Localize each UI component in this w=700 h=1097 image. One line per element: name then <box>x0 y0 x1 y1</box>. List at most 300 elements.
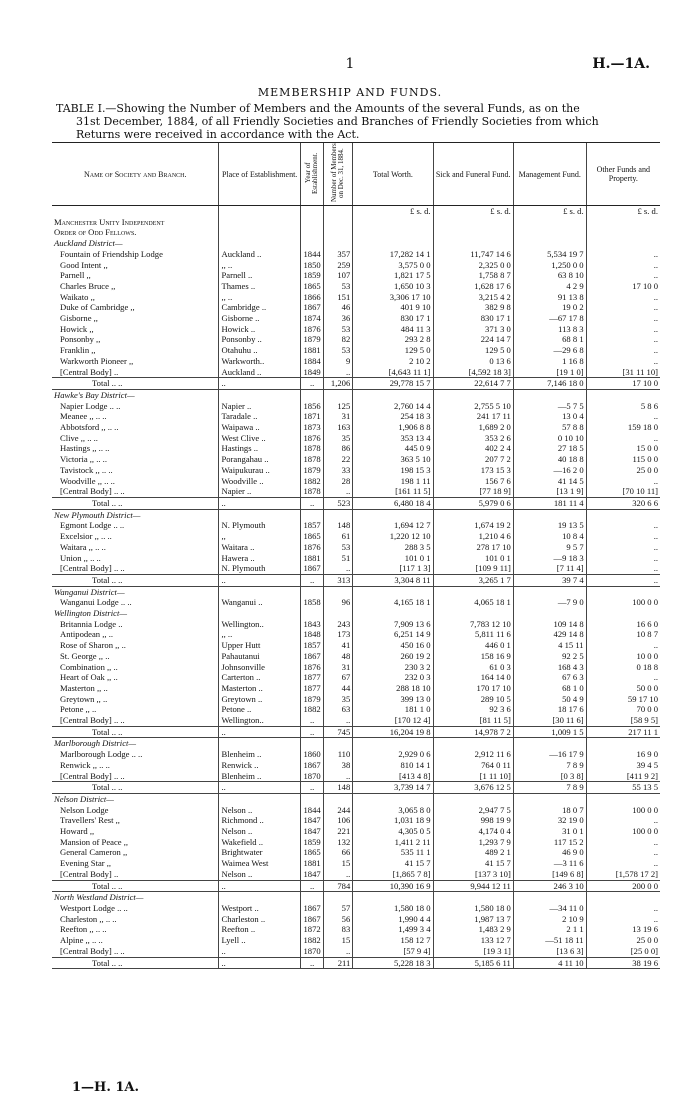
sick-cell <box>433 608 513 619</box>
name-cell: North Westland District— <box>54 892 144 903</box>
members-cell: 784 <box>324 880 353 892</box>
mgmt-cell: 0 10 10 <box>513 433 586 444</box>
place-cell: .. <box>219 946 300 957</box>
year-cell: 1872 <box>300 924 324 935</box>
members-cell: 86 <box>324 443 353 454</box>
place-cell: ,, .. <box>219 629 300 640</box>
name-cell: Total .. .. <box>52 726 219 738</box>
other-cell: .. <box>586 672 660 683</box>
year-cell: 1867 <box>300 903 324 914</box>
sick-cell: 11,747 14 6 <box>433 249 513 260</box>
worth-cell <box>353 227 433 238</box>
place-cell: Waipukurau .. <box>219 465 300 476</box>
worth-cell: 810 14 1 <box>353 760 433 771</box>
year-cell: 1884 <box>300 356 324 367</box>
sick-cell <box>433 217 513 228</box>
other-cell <box>586 217 660 228</box>
sick-cell: 164 14 0 <box>433 672 513 683</box>
place-cell: ,, .. <box>219 292 300 303</box>
worth-cell: 1,220 12 10 <box>353 531 433 542</box>
name-cell: Ponsonby ,, <box>60 334 101 345</box>
worth-cell: 1,031 18 9 <box>353 815 433 826</box>
year-cell: 1877 <box>300 683 324 694</box>
mgmt-cell: 68 1 0 <box>513 683 586 694</box>
mgmt-cell: —5 7 5 <box>513 401 586 412</box>
table-row <box>52 869 660 880</box>
table-row <box>52 302 660 313</box>
other-cell <box>586 793 660 804</box>
members-cell: 35 <box>324 694 353 705</box>
year-cell: 1878 <box>300 454 324 465</box>
sick-cell: 92 3 6 <box>433 704 513 715</box>
place-cell: .. <box>219 497 300 509</box>
table-row <box>52 367 660 378</box>
place-cell: ,, <box>219 531 300 542</box>
year-cell: 1847 <box>300 826 324 837</box>
other-cell: .. <box>586 476 660 487</box>
worth-cell <box>353 217 433 228</box>
worth-cell: 7,909 13 6 <box>353 619 433 630</box>
year-cell <box>300 608 324 619</box>
place-cell: Greytown .. <box>219 694 300 705</box>
sick-cell <box>433 509 513 520</box>
worth-cell: 4,305 0 5 <box>353 826 433 837</box>
year-cell: 1856 <box>300 401 324 412</box>
year-cell: 1848 <box>300 629 324 640</box>
name-cell: Franklin ,, <box>60 345 96 356</box>
mgmt-cell: 31 0 1 <box>513 826 586 837</box>
other-cell: [25 0 0] <box>586 946 660 957</box>
members-cell: 61 <box>324 531 353 542</box>
sick-cell: 61 0 3 <box>433 662 513 673</box>
name-cell: Howick ,, <box>60 323 94 334</box>
members-cell <box>324 389 353 400</box>
other-cell: 39 4 5 <box>586 760 660 771</box>
members-cell: 745 <box>324 726 353 738</box>
other-cell: 159 18 0 <box>586 422 660 433</box>
place-cell <box>219 389 300 400</box>
sick-cell: 129 5 0 <box>433 345 513 356</box>
place-cell: N. Plymouth <box>219 520 300 531</box>
table-row <box>52 771 660 782</box>
mgmt-cell <box>513 793 586 804</box>
table-body <box>52 206 660 969</box>
sick-cell: 289 10 5 <box>433 694 513 705</box>
place-cell: Auckland .. <box>219 367 300 378</box>
other-cell: [70 10 11] <box>586 486 660 497</box>
place-cell: .. <box>219 574 300 586</box>
place-cell: .. <box>219 726 300 738</box>
members-cell <box>324 217 353 228</box>
members-cell: 243 <box>324 619 353 630</box>
members-cell: 15 <box>324 858 353 869</box>
units-cell: £ s. d. <box>353 206 433 217</box>
year-cell: 1859 <box>300 270 324 281</box>
name-cell: Fountain of Friendship Lodge <box>60 248 163 259</box>
table-row <box>52 760 660 771</box>
name-cell: Waitara ,, .. .. <box>60 541 106 552</box>
mgmt-cell: —34 11 0 <box>513 903 586 914</box>
year-cell: 1881 <box>300 553 324 564</box>
district-heading-row <box>52 389 660 400</box>
place-cell <box>219 238 300 249</box>
sick-cell: 241 17 11 <box>433 411 513 422</box>
year-cell: 1867 <box>300 563 324 574</box>
place-cell: Warkworth.. <box>219 356 300 367</box>
sick-cell: 173 15 3 <box>433 465 513 476</box>
worth-cell: 3,575 0 0 <box>353 260 433 271</box>
table-row <box>52 465 660 476</box>
place-cell <box>219 586 300 597</box>
place-cell: Wellington.. <box>219 715 300 726</box>
other-cell: .. <box>586 858 660 869</box>
sick-cell: 2,947 7 5 <box>433 805 513 816</box>
worth-cell: 198 1 11 <box>353 476 433 487</box>
mgmt-cell: 27 18 5 <box>513 443 586 454</box>
place-cell: .. <box>219 957 300 969</box>
mgmt-cell: 19 13 5 <box>513 520 586 531</box>
mgmt-cell: —9 18 3 <box>513 553 586 564</box>
mgmt-cell: 39 7 4 <box>513 574 586 586</box>
members-cell: 33 <box>324 465 353 476</box>
year-cell: 1873 <box>300 422 324 433</box>
sick-cell <box>433 238 513 249</box>
members-cell: 132 <box>324 837 353 848</box>
sick-cell: 0 13 6 <box>433 356 513 367</box>
place-cell <box>219 217 300 228</box>
year-cell <box>300 738 324 749</box>
place-cell: Wanganui .. <box>219 597 300 608</box>
table-row <box>52 249 660 260</box>
header-other-funds: Other Funds and Property. <box>586 143 660 206</box>
place-cell <box>219 608 300 619</box>
name-cell: Nelson District— <box>54 793 114 804</box>
other-cell: 16 6 0 <box>586 619 660 630</box>
name-cell: Mansion of Peace ,, <box>60 836 129 847</box>
name-cell: Petone ,, .. <box>60 704 97 715</box>
table-row <box>52 858 660 869</box>
table-row <box>52 640 660 651</box>
name-cell: Abbotsford ,, .. .. <box>60 422 119 433</box>
other-cell <box>586 238 660 249</box>
members-cell: 357 <box>324 249 353 260</box>
table-row <box>52 401 660 412</box>
name-cell: Tavistock ,, .. .. <box>60 464 113 475</box>
place-cell: Petone .. <box>219 704 300 715</box>
mgmt-cell: [149 6 8] <box>513 869 586 880</box>
name-cell: Warkworth Pioneer ,, <box>60 355 134 366</box>
other-cell: .. <box>586 324 660 335</box>
table-row <box>52 563 660 574</box>
other-cell: 70 0 0 <box>586 704 660 715</box>
place-cell <box>219 227 300 238</box>
members-cell <box>324 892 353 903</box>
members-cell: 38 <box>324 760 353 771</box>
members-cell: 22 <box>324 454 353 465</box>
members-cell: 66 <box>324 847 353 858</box>
name-cell: Total .. .. <box>52 782 219 794</box>
year-cell: 1876 <box>300 433 324 444</box>
name-cell: Marlborough Lodge .. .. <box>60 749 143 760</box>
mgmt-cell: 32 19 0 <box>513 815 586 826</box>
other-cell: 17 10 0 <box>586 378 660 390</box>
units-cell <box>219 206 300 217</box>
table-row <box>52 345 660 356</box>
worth-cell <box>353 389 433 400</box>
other-cell: 217 11 1 <box>586 726 660 738</box>
table-row <box>52 356 660 367</box>
place-cell: West Clive .. <box>219 433 300 444</box>
other-cell: .. <box>586 411 660 422</box>
worth-cell: 3,065 8 0 <box>353 805 433 816</box>
place-cell: Pahautanui <box>219 651 300 662</box>
year-cell: 1882 <box>300 704 324 715</box>
sick-cell: 3,215 4 2 <box>433 292 513 303</box>
mgmt-cell <box>513 389 586 400</box>
mgmt-cell: 91 13 8 <box>513 292 586 303</box>
year-cell: 1859 <box>300 837 324 848</box>
name-cell: Egmont Lodge .. .. <box>60 520 125 531</box>
worth-cell: 2,760 14 4 <box>353 401 433 412</box>
other-cell: [31 11 10] <box>586 367 660 378</box>
other-cell: 200 0 0 <box>586 880 660 892</box>
name-cell: [Central Body] .. <box>60 868 119 879</box>
sick-cell: 382 9 8 <box>433 302 513 313</box>
worth-cell: 232 0 3 <box>353 672 433 683</box>
other-cell: .. <box>586 531 660 542</box>
place-cell: Westport .. <box>219 903 300 914</box>
worth-cell: 288 3 5 <box>353 542 433 553</box>
year-cell: 1870 <box>300 771 324 782</box>
year-cell: 1874 <box>300 313 324 324</box>
members-cell: .. <box>324 771 353 782</box>
members-cell: 41 <box>324 640 353 651</box>
other-cell: .. <box>586 292 660 303</box>
sick-cell: 22,614 7 7 <box>433 378 513 390</box>
other-cell: 10 0 0 <box>586 651 660 662</box>
sick-cell: 1,758 8 7 <box>433 270 513 281</box>
name-cell: Charleston ,, .. .. <box>60 913 117 924</box>
worth-cell <box>353 793 433 804</box>
table-row <box>52 847 660 858</box>
other-cell: .. <box>586 313 660 324</box>
place-cell: Brightwater <box>219 847 300 858</box>
other-cell: 0 18 8 <box>586 662 660 673</box>
members-cell: 15 <box>324 935 353 946</box>
worth-cell: 288 18 10 <box>353 683 433 694</box>
sick-cell: 2,755 5 10 <box>433 401 513 412</box>
mgmt-cell <box>513 227 586 238</box>
year-cell: 1881 <box>300 345 324 356</box>
district-heading-row <box>52 509 660 520</box>
other-cell: 10 8 7 <box>586 629 660 640</box>
units-cell <box>324 206 353 217</box>
year-cell: .. <box>300 880 324 892</box>
sick-cell: 170 17 10 <box>433 683 513 694</box>
table-row <box>52 292 660 303</box>
name-cell: Marlborough District— <box>54 738 137 749</box>
table-row <box>52 749 660 760</box>
name-cell: Wanganui District— <box>54 586 125 597</box>
name-cell: Rose of Sharon ,, .. <box>60 640 126 651</box>
mgmt-cell: [0 3 8] <box>513 771 586 782</box>
place-cell: Napier .. <box>219 401 300 412</box>
members-cell: 83 <box>324 924 353 935</box>
total-row <box>52 378 660 390</box>
year-cell: 1867 <box>300 760 324 771</box>
sick-cell <box>433 738 513 749</box>
year-cell: 1850 <box>300 260 324 271</box>
mgmt-cell: 109 14 8 <box>513 619 586 630</box>
name-cell: [Central Body] .. .. <box>60 563 125 574</box>
other-cell <box>586 608 660 619</box>
year-cell: 1867 <box>300 914 324 925</box>
year-cell: .. <box>300 957 324 969</box>
other-cell: .. <box>586 520 660 531</box>
place-cell: Carterton .. <box>219 672 300 683</box>
table-row <box>52 443 660 454</box>
mgmt-cell: 4 2 9 <box>513 281 586 292</box>
members-cell: 63 <box>324 704 353 715</box>
sick-cell: 4,065 18 1 <box>433 597 513 608</box>
worth-cell: 1,821 17 5 <box>353 270 433 281</box>
members-cell: 163 <box>324 422 353 433</box>
name-cell: Antipodean ,, .. <box>60 629 113 640</box>
year-cell <box>300 238 324 249</box>
name-cell: [Central Body] .. .. <box>60 945 125 956</box>
mgmt-cell: [19 1 0] <box>513 367 586 378</box>
mgmt-cell: 113 8 3 <box>513 324 586 335</box>
members-cell: 106 <box>324 815 353 826</box>
sick-cell: 207 7 2 <box>433 454 513 465</box>
worth-cell: 1,411 2 11 <box>353 837 433 848</box>
other-cell: 17 10 0 <box>586 281 660 292</box>
table-row <box>52 597 660 608</box>
members-cell: 151 <box>324 292 353 303</box>
mgmt-cell: 1,250 0 0 <box>513 260 586 271</box>
table-row <box>52 520 660 531</box>
other-cell: 13 19 6 <box>586 924 660 935</box>
name-cell: Wanganui Lodge .. .. <box>60 597 132 608</box>
worth-cell: [4,643 11 1] <box>353 367 433 378</box>
total-row <box>52 957 660 969</box>
place-cell: Parnell .. <box>219 270 300 281</box>
place-cell: .. <box>219 880 300 892</box>
place-cell: Charleston .. <box>219 914 300 925</box>
mgmt-cell: 2 10 9 <box>513 914 586 925</box>
table-row <box>52 805 660 816</box>
year-cell: 1844 <box>300 805 324 816</box>
members-cell: 148 <box>324 520 353 531</box>
name-cell: St. George ,, .. <box>60 650 110 661</box>
members-cell: 44 <box>324 683 353 694</box>
worth-cell <box>353 509 433 520</box>
sick-cell: 1,987 13 7 <box>433 914 513 925</box>
place-cell: Otahuhu .. <box>219 345 300 356</box>
mgmt-cell <box>513 738 586 749</box>
members-cell: 48 <box>324 651 353 662</box>
other-cell: .. <box>586 563 660 574</box>
members-cell: .. <box>324 486 353 497</box>
mgmt-cell: —29 6 8 <box>513 345 586 356</box>
name-cell: Heart of Oak ,, .. <box>60 672 118 683</box>
table-row <box>52 935 660 946</box>
worth-cell: 2 10 2 <box>353 356 433 367</box>
year-cell: 1866 <box>300 292 324 303</box>
place-cell: Thames .. <box>219 281 300 292</box>
members-cell <box>324 509 353 520</box>
sick-cell: [1 11 10] <box>433 771 513 782</box>
year-cell: 1847 <box>300 869 324 880</box>
sick-cell: 14,978 7 2 <box>433 726 513 738</box>
membership-funds-table <box>52 142 660 969</box>
name-cell: Total .. .. <box>52 880 219 892</box>
worth-cell: 353 13 4 <box>353 433 433 444</box>
year-cell: 1879 <box>300 334 324 345</box>
year-cell: 1843 <box>300 619 324 630</box>
mgmt-cell <box>513 586 586 597</box>
name-cell: Charles Bruce ,, <box>60 280 116 291</box>
year-cell: 1876 <box>300 542 324 553</box>
sick-cell: 1,674 19 2 <box>433 520 513 531</box>
other-cell: .. <box>586 249 660 260</box>
mgmt-cell: —67 17 8 <box>513 313 586 324</box>
header-sick-funeral: Sick and Funeral Fund. <box>433 143 513 206</box>
year-cell: 1882 <box>300 935 324 946</box>
mgmt-cell <box>513 509 586 520</box>
table-row <box>52 946 660 957</box>
year-cell <box>300 217 324 228</box>
members-cell: 46 <box>324 302 353 313</box>
name-cell: Alpine ,, .. .. <box>60 935 103 946</box>
other-cell: 25 0 0 <box>586 935 660 946</box>
members-cell <box>324 608 353 619</box>
sick-cell: 1,210 4 6 <box>433 531 513 542</box>
place-cell: Woodville .. <box>219 476 300 487</box>
name-cell: Masterton ,, .. <box>60 682 108 693</box>
mgmt-cell: 19 0 2 <box>513 302 586 313</box>
worth-cell: 1,580 18 0 <box>353 903 433 914</box>
members-cell: 148 <box>324 782 353 794</box>
worth-cell: 16,204 19 8 <box>353 726 433 738</box>
mgmt-cell: 92 2 5 <box>513 651 586 662</box>
name-cell: Total .. .. <box>52 497 219 509</box>
mgmt-cell: 13 0 4 <box>513 411 586 422</box>
header-total-worth: Total Worth. <box>353 143 433 206</box>
mgmt-cell: 117 15 2 <box>513 837 586 848</box>
worth-cell: 5,228 18 3 <box>353 957 433 969</box>
place-cell: Blenheim .. <box>219 749 300 760</box>
caption-line: 31st December, 1884, of all Friendly Societies and Branches of Friendly Societies from which <box>76 115 599 128</box>
mgmt-cell: 57 8 8 <box>513 422 586 433</box>
worth-cell: 101 0 1 <box>353 553 433 564</box>
place-cell: Lyell .. <box>219 935 300 946</box>
worth-cell: 399 13 0 <box>353 694 433 705</box>
units-cell: £ s. d. <box>586 206 660 217</box>
place-cell: Howick .. <box>219 324 300 335</box>
name-cell: Total .. .. <box>52 957 219 969</box>
other-cell: 115 0 0 <box>586 454 660 465</box>
year-cell: .. <box>300 378 324 390</box>
sick-cell: 764 0 11 <box>433 760 513 771</box>
sick-cell: [81 11 5] <box>433 715 513 726</box>
year-cell: 1882 <box>300 476 324 487</box>
place-cell: Wakefield .. <box>219 837 300 848</box>
sick-cell <box>433 227 513 238</box>
sick-cell <box>433 586 513 597</box>
members-cell: 56 <box>324 914 353 925</box>
units-row <box>52 206 660 217</box>
